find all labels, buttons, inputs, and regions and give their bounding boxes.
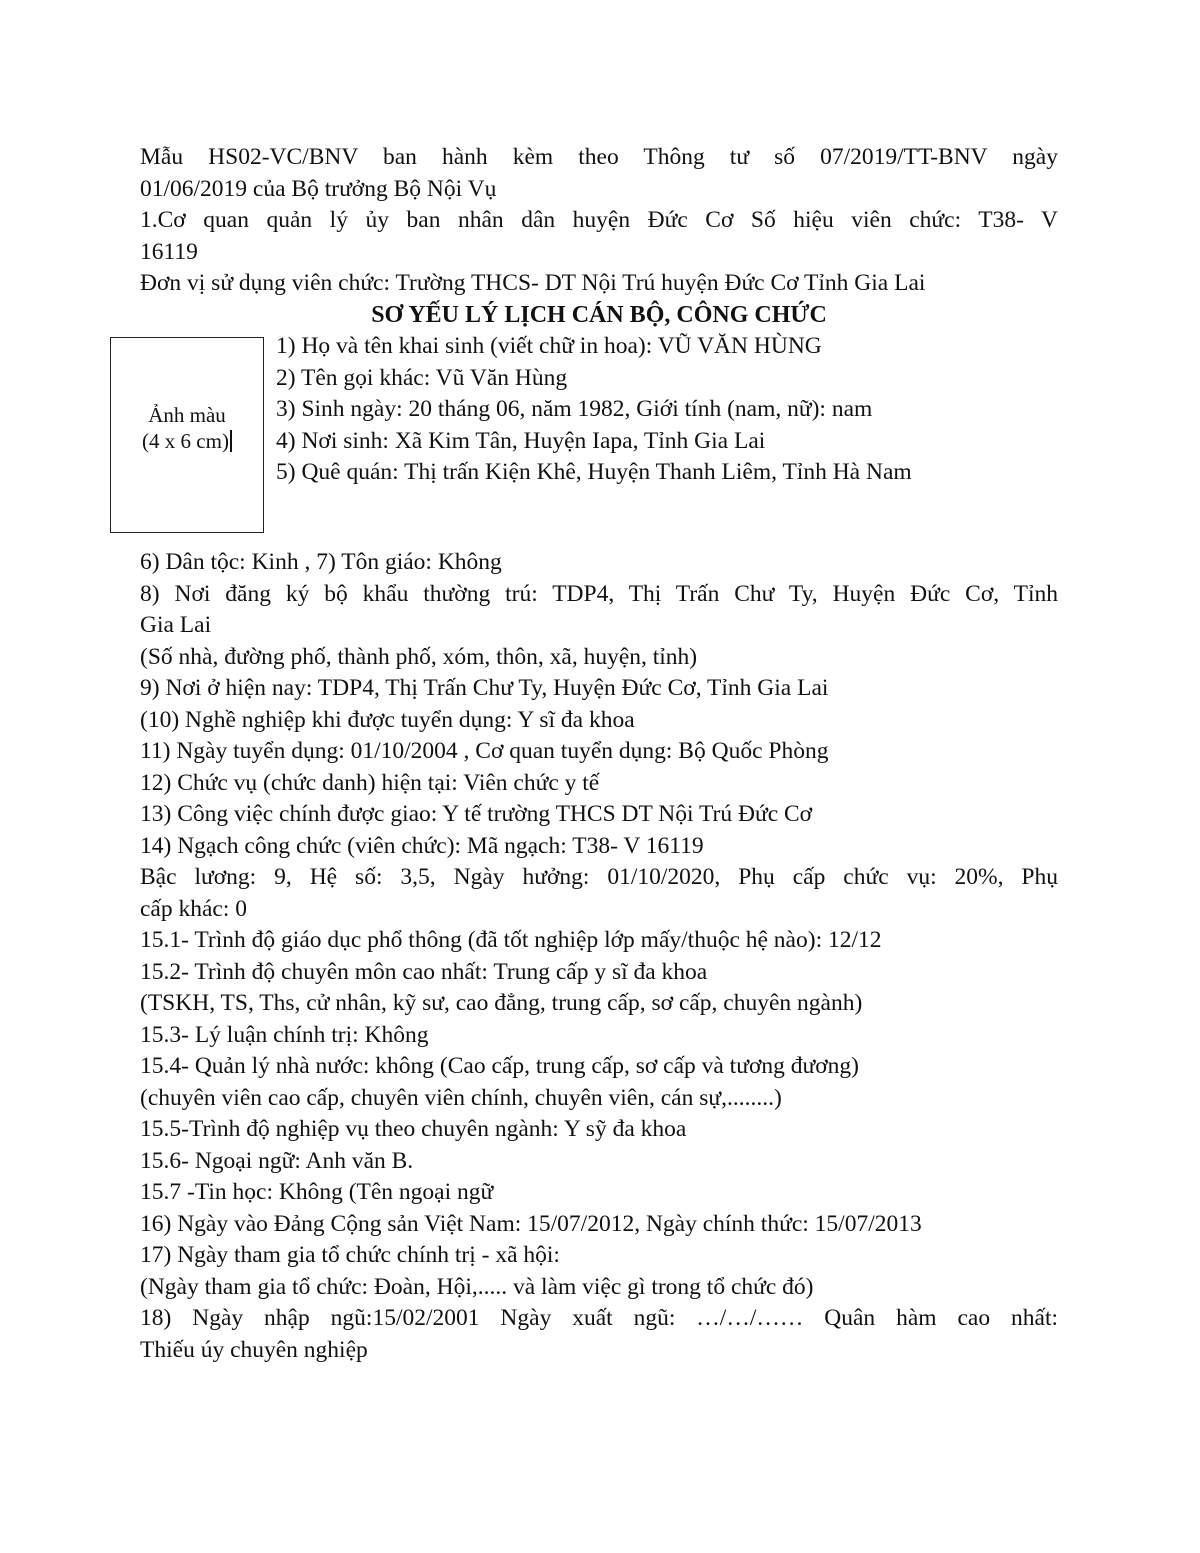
- photo-and-personal-section: [140, 331, 1058, 547]
- body-line: 13) Công việc chính được giao: Y tế trường THCS DT Nội Trú Đức Cơ: [140, 801, 813, 827]
- personal-item: 1) Họ và tên khai sinh (viết chữ in hoa): VŨ VĂN HÙNG: [276, 333, 822, 359]
- body-line: 15.7 -Tin học: Không (Tên ngoại ngữ: [140, 1179, 494, 1205]
- form-reference-line-1: Mẫu HS02-VC/BNV ban hành kèm theo Thông tư số 07/2019/TT-BNV ngày: [140, 144, 1058, 170]
- text-cursor: [230, 430, 232, 452]
- body-line: 15.6- Ngoại ngữ: Anh văn B.: [140, 1147, 414, 1174]
- document-page: [140, 142, 1058, 1366]
- agency-line-2: 16119: [140, 238, 198, 265]
- body-line: (Số nhà, đường phố, thành phố, xóm, thôn, xã, huyện, tỉnh): [140, 643, 698, 670]
- body-line: 8) Nơi đăng ký bộ khẩu thường trú: TDP4, Thị Trấn Chư Ty, Huyện Đức Cơ, Tỉnh: [140, 580, 1058, 607]
- body-line: 15.2- Trình độ chuyên môn cao nhất: Trung cấp y sĩ đa khoa: [140, 958, 708, 985]
- body-line: cấp khác: 0: [140, 895, 248, 922]
- body-line: (TSKH, TS, Ths, cử nhân, kỹ sư, cao đẳng, trung cấp, sơ cấp, chuyên ngành): [140, 990, 863, 1016]
- body-line: Thiếu úy chuyên nghiệp: [140, 1336, 368, 1363]
- body-line: 15.4- Quản lý nhà nước: không (Cao cấp, trung cấp, sơ cấp và tương đương): [140, 1053, 859, 1079]
- body-line: 9) Nơi ở hiện nay: TDP4, Thị Trấn Chư Ty, Huyện Đức Cơ, Tỉnh Gia Lai: [140, 675, 829, 701]
- body-line: (10) Nghề nghiệp khi được tuyển dụng: Y sĩ đa khoa: [140, 706, 635, 733]
- personal-item: 2) Tên gọi khác: Vũ Văn Hùng: [276, 364, 568, 391]
- body-line: Bậc lương: 9, Hệ số: 3,5, Ngày hưởng: 01/10/2020, Phụ cấp chức vụ: 20%, Phụ: [140, 864, 1058, 890]
- body-line: 16) Ngày vào Đảng Cộng sản Việt Nam: 15/07/2012, Ngày chính thức: 15/07/2013: [140, 1210, 922, 1237]
- body-line: (chuyên viên cao cấp, chuyên viên chính, chuyên viên, cán sự,........): [140, 1084, 782, 1111]
- body-list: [140, 547, 1058, 1366]
- photo-size-label: (4 x 6 cm): [142, 429, 229, 453]
- document-title: SƠ YẾU LÝ LỊCH CÁN BỘ, CÔNG CHỨC: [371, 301, 827, 328]
- body-line: (Ngày tham gia tổ chức: Đoàn, Hội,..... và làm việc gì trong tổ chức đó): [140, 1273, 814, 1300]
- agency-line-1: 1.Cơ quan quản lý ủy ban nhân dân huyện Đức Cơ Số hiệu viên chức: T38- V: [140, 207, 1058, 233]
- personal-item: 4) Nơi sinh: Xã Kim Tân, Huyện Iapa, Tỉnh Gia Lai: [276, 427, 766, 454]
- body-line: 15.1- Trình độ giáo dục phổ thông (đã tốt nghiệp lớp mấy/thuộc hệ nào): 12/12: [140, 927, 882, 953]
- unit-line: Đơn vị sử dụng viên chức: Trường THCS- DT Nội Trú huyện Đức Cơ Tỉnh Gia Lai: [140, 270, 926, 296]
- body-line: 12) Chức vụ (chức danh) hiện tại: Viên chức y tế: [140, 769, 600, 796]
- form-reference-line-2: 01/06/2019 của Bộ trưởng Bộ Nội Vụ: [140, 175, 497, 202]
- body-line: 17) Ngày tham gia tổ chức chính trị - xã hội:: [140, 1242, 560, 1268]
- body-line: 11) Ngày tuyển dụng: 01/10/2004 , Cơ quan tuyển dụng: Bộ Quốc Phòng: [140, 738, 829, 764]
- photo-label-line-1: Ảnh màu: [148, 403, 226, 427]
- personal-item: 5) Quê quán: Thị trấn Kiện Khê, Huyện Thanh Liêm, Tỉnh Hà Nam: [276, 459, 912, 485]
- body-line: 15.3- Lý luận chính trị: Không: [140, 1021, 429, 1048]
- photo-placeholder: [110, 337, 264, 533]
- body-line: 6) Dân tộc: Kinh , 7) Tôn giáo: Không: [140, 549, 502, 575]
- body-line: Gia Lai: [140, 612, 212, 638]
- body-line: 18) Ngày nhập ngũ:15/02/2001 Ngày xuất ngũ: …/…/…… Quân hàm cao nhất:: [140, 1305, 1058, 1331]
- personal-item: 3) Sinh ngày: 20 tháng 06, năm 1982, Giới tính (nam, nữ): nam: [276, 396, 873, 422]
- body-line: 15.5-Trình độ nghiệp vụ theo chuyên ngành: Y sỹ đa khoa: [140, 1116, 687, 1142]
- photo-label-line-2: [142, 428, 232, 454]
- personal-info-list: [276, 331, 912, 489]
- body-line: 14) Ngạch công chức (viên chức): Mã ngạch: T38- V 16119: [140, 832, 704, 859]
